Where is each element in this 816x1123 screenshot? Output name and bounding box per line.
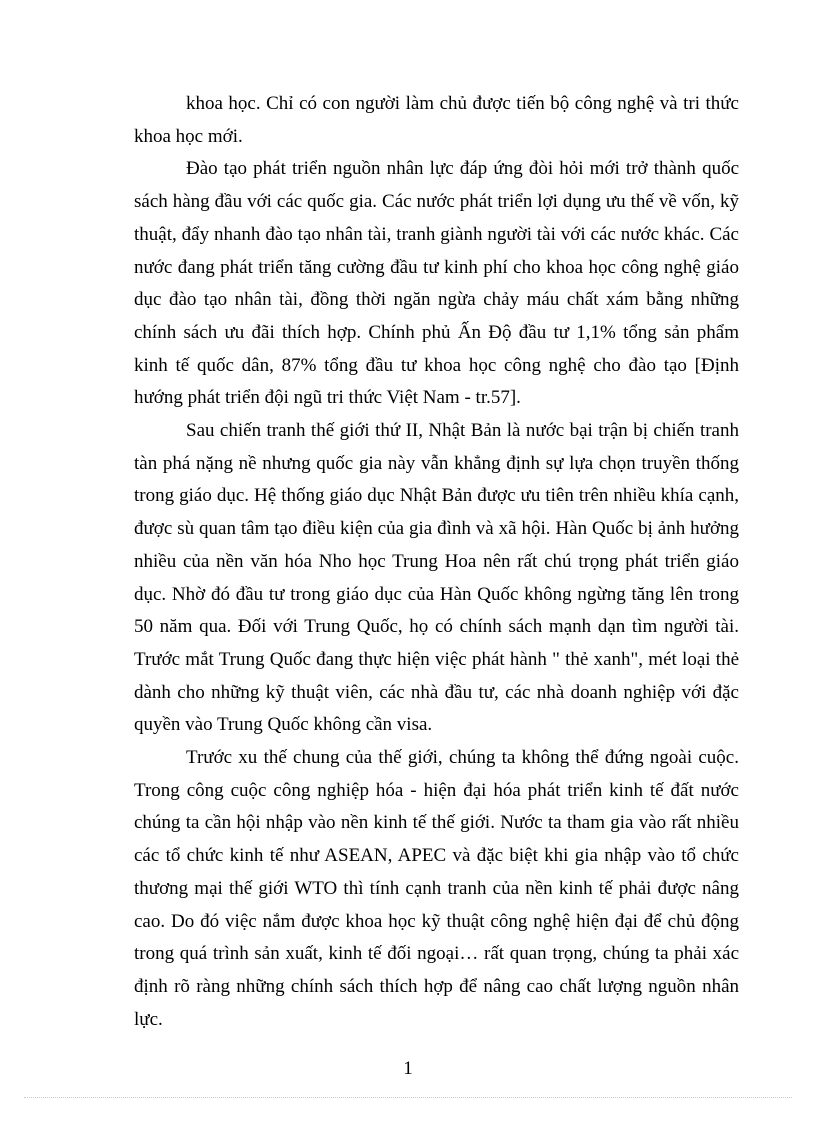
paragraph-1: khoa học. Chỉ có con người làm chủ được tiến bộ công nghệ và tri thức khoa học mới. — [134, 93, 739, 147]
paragraph-3: Sau chiến tranh thế giới thứ II, Nhật Bản là nước bại trận bị chiến tranh tàn phá nặng nề nhưng quốc gia này vẫn khẳng định sự lựa chọn truyền thống trong giáo dục. Hệ thống giáo dục Nhật Bản được ưu tiên trên nhiều khía cạnh, được sù quan tâm tạo điều kiện của gia đình và xã hội. Hàn Quốc bị ảnh hưởng nhiều của nền văn hóa Nho học Trung Hoa nên rất chú trọng phát triển giáo dục. Nhờ đó đầu tư trong giáo dục của Hàn Quốc không ngừng tăng lên trong 50 năm qua. Đối với Trung Quốc, họ có chính sách mạnh dạn tìm người tài. Trước mắt Trung Quốc đang thực hiện việc phát hành " thẻ xanh", mét loại thẻ dành cho những kỹ thuật viên, các nhà đầu tư, các nhà doanh nghiệp với đặc quyền vào Trung Quốc không cần visa. — [134, 420, 739, 736]
paragraph-4: Trước xu thế chung của thế giới, chúng ta không thể đứng ngoài cuộc. Trong công cuộc công nghiệp hóa - hiện đại hóa phát triển kinh tế đất nước chúng ta cần hội nhập vào nền kinh tế thế giới. Nước ta tham gia vào rất nhiều các tổ chức kinh tế như ASEAN, APEC và đặc biệt khi gia nhập vào tổ chức thương mại thế giới WTO thì tính cạnh tranh của nền kinh tế phải được nâng cao. Do đó việc nắm được khoa học kỹ thuật công nghệ hiện đại để chủ động trong quá trình sản xuất, kinh tế đối ngoại… rất quan trọng, chúng ta phải xác định rõ ràng những chính sách thích hợp để nâng cao chất lượng nguồn nhân lực. — [134, 747, 739, 1030]
paragraph-2: Đào tạo phát triển nguồn nhân lực đáp ứng đòi hỏi mới trở thành quốc sách hàng đầu với các quốc gia. Các nước phát triển lợi dụng ưu thế về vốn, kỹ thuật, đẩy nhanh đào tạo nhân tài, tranh giành người tài với các nước khác. Các nước đang phát triển tăng cường đầu tư kinh phí cho khoa học công nghệ giáo dục đào tạo nhân tài, đồng thời ngăn ngừa chảy máu chất xám bằng những chính sách ưu đãi thích hợp. Chính phủ Ấn Độ đầu tư 1,1% tổng sản phẩm kinh tế quốc dân, 87% tổng đầu tư khoa học công nghệ cho đào tạo [Định hướng phát triển đội ngũ tri thức Việt Nam - tr.57]. — [134, 158, 739, 409]
body-text — [134, 88, 739, 1036]
page-bottom-divider — [24, 1097, 792, 1098]
page-number: 1 — [403, 1058, 413, 1079]
